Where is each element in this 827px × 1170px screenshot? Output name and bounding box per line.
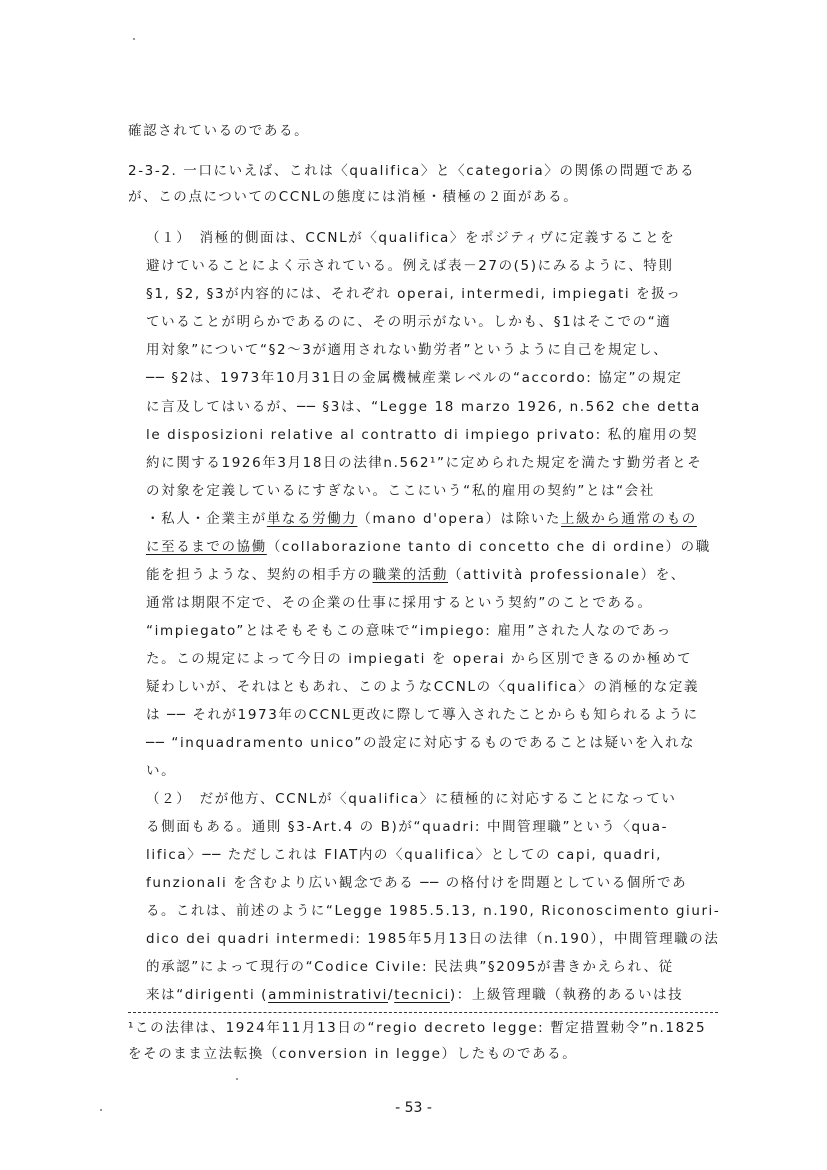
text-line-underlined — [146, 985, 683, 1005]
underlined-term: 職業的活動 — [372, 567, 448, 583]
section-heading-line: 2-3-2. 一口にいえば、これは〈qualifica〉と〈categoria〉の関係の問題である — [128, 163, 696, 179]
scan-speck — [100, 1109, 102, 1111]
text-span: 来は“dirigenti ( — [146, 987, 269, 1003]
text-line: い。 — [146, 763, 177, 779]
text-span: )：上級管理職（執務的あるいは技 — [449, 987, 684, 1003]
paragraph-2-start: （２） だが他方、CCNLが〈qualifica〉に積極的に対応することになってい — [146, 791, 677, 807]
text-line: funzionali を含むより広い観念である ── の格付けを問題としている個所であ — [146, 875, 688, 891]
text-span: ・私人・企業主が — [146, 511, 267, 527]
paragraph-1-start: （１） 消極的側面は、CCNLが〈qualifica〉をポジティヴに定義することを — [146, 230, 676, 246]
text-line: 確認されているのである。 — [128, 123, 310, 139]
text-line: lifica〉── ただしこれは FIAT内の〈qualifica〉としての capi, quadri, — [146, 847, 662, 863]
text-span: 能を担うような、契約の相手方の — [146, 567, 373, 583]
text-line: ていることが明らかであるのに、その明示がない。しかも、§1はそこでの“適 — [146, 314, 672, 330]
text-line: が、この点についてのCCNLの態度には消極・積極の２面がある。 — [128, 189, 579, 205]
text-line: た。この規定によって今日の impiegati を operai から区別できるのか極めて — [146, 651, 693, 667]
text-line-underlined — [146, 565, 686, 585]
text-line: §1, §2, §3が内容的には、それぞれ operai, intermedi, impiegati を扱っ — [146, 286, 682, 302]
text-line: の対象を定義しているにすぎない。ここにいう“私的雇用の契約”とは“会社 — [146, 483, 655, 499]
text-line: “impiegato”とはそもそもこの意味で“impiego: 雇用”された人なのであっ — [146, 623, 672, 639]
underlined-term: tecnici — [394, 987, 450, 1003]
underlined-term: 単なる労働力 — [266, 511, 358, 527]
footnote-divider — [128, 1012, 718, 1013]
text-line: ── §2は、1973年10月31日の金属機械産業レベルの“accordo: 協定”の規定 — [146, 370, 683, 386]
text-line: ── “inquadramento unico”の設定に対応するものであることは疑いを入れな — [146, 735, 696, 751]
text-line: に言及してはいるが、── §3は、“Legge 18 marzo 1926, n.562 che detta — [146, 399, 701, 415]
underlined-term: に至るまでの協働 — [146, 539, 267, 555]
text-line: は ── それが1973年のCCNL更改に際して導入されたことからも知られるように — [146, 707, 699, 723]
text-span: （collaborazione tanto di concetto che di ordine）の職 — [266, 539, 711, 555]
scan-speck — [236, 1078, 238, 1080]
text-line: 疑わしいが、それはともあれ、このようなCCNLの〈qualifica〉の消極的な定義 — [146, 679, 700, 695]
footnote-line: をそのまま立法転換（conversion in legge）したものである。 — [128, 1046, 578, 1062]
text-span: / — [388, 987, 395, 1003]
underlined-term: 上級から通常のもの — [561, 511, 697, 527]
text-line: 用対象”について“§2～3が適用されない勤労者”というように自己を規定し、 — [146, 342, 669, 358]
text-line: dico dei quadri intermedi: 1985年5月13日の法律（n.190），中間管理職の法 — [146, 931, 720, 947]
page-number: - 53 - — [395, 1100, 432, 1116]
text-line: る。これは、前述のように“Legge 1985.5.13, n.190, Riconoscimento giuri- — [146, 903, 721, 919]
text-line-underlined — [146, 509, 697, 529]
text-line: 的承認”によって現行の“Codice Civile: 民法典”§2095が書きかえられ、従 — [146, 959, 674, 975]
text-line: le disposizioni relative al contratto di impiego privato: 私的雇用の契 — [146, 427, 699, 443]
text-line: 約に関する1926年3月18日の法律n.562¹”に定められた規定を満たす勤労者とそ — [146, 455, 703, 471]
scan-speck — [133, 38, 135, 40]
text-span: （attività professionale）を、 — [448, 567, 686, 583]
text-line: る側面もある。通則 §3-Art.4 の B)が“quadri: 中間管理職”という〈qua- — [146, 819, 669, 835]
footnote-line: ¹この法律は、1924年11月13日の“regio decreto legge: 暫定措置勅令”n.1825 — [128, 1020, 707, 1036]
text-span: （mano d'opera）は除いた — [357, 511, 561, 527]
text-line: 避けていることによく示されている。例えば表－27の(5)にみるように、特則 — [146, 258, 674, 274]
text-line: 通常は期限不定で、その企業の仕事に採用するという契約”のことである。 — [146, 595, 653, 611]
underlined-term: amministrativi — [268, 987, 389, 1003]
text-line-underlined — [146, 537, 711, 557]
